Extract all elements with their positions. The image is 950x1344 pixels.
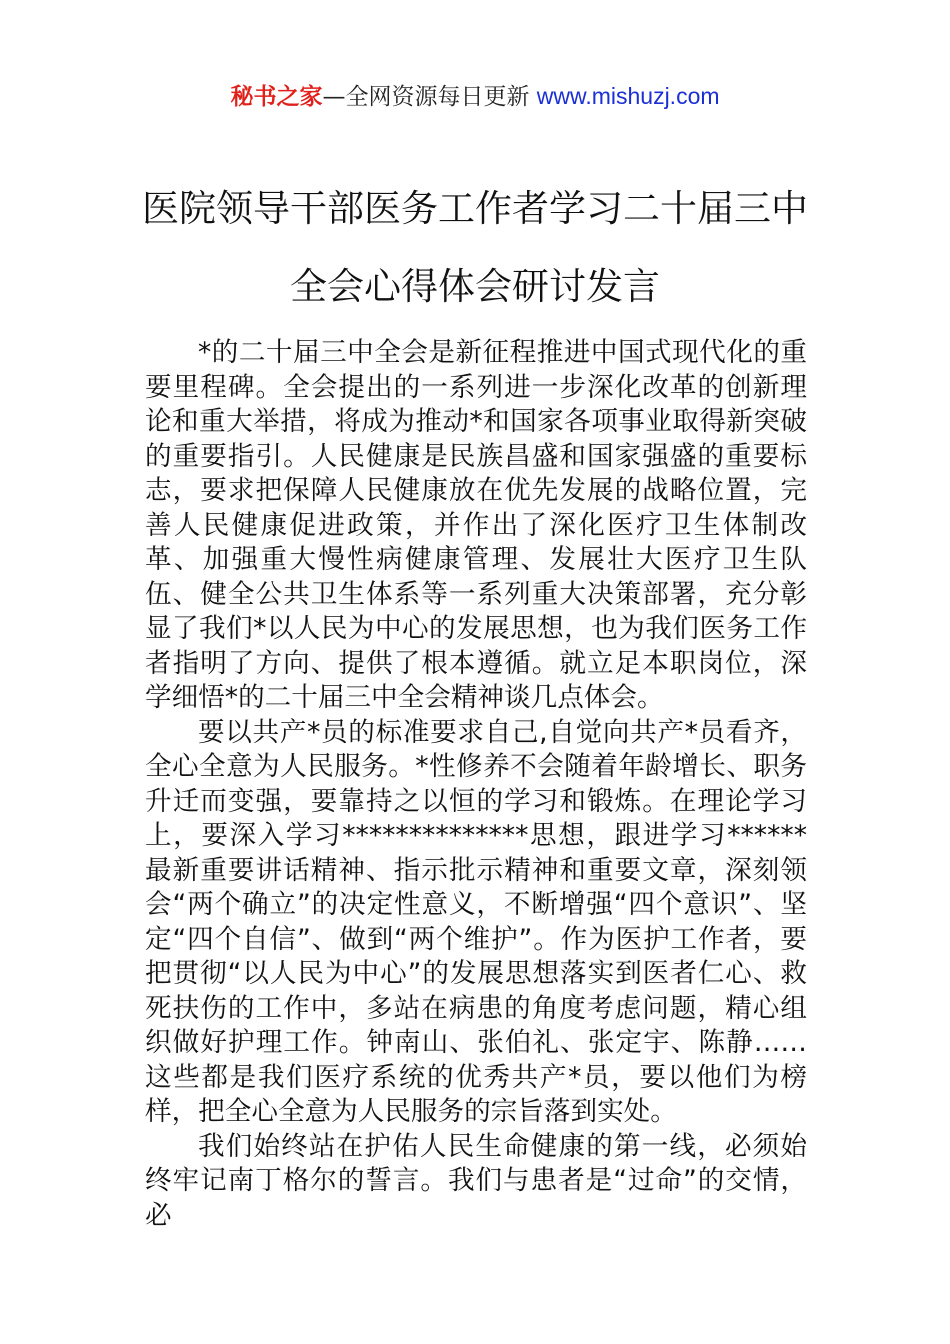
site-brand: 秘书之家 [230,84,323,110]
title-line-2: 全会心得体会研讨发言 [290,265,660,308]
paragraph-1: *的二十届三中全会是新征程推进中国式现代化的重要里程碑。全会提出的一系列进一步深化改革的创新理论和重大举措，将成为推动*和国家各项事业取得新突破的重要指引。人民健康是民族昌盛和国家强盛的重要标志，要求把保障人民健康放在优先发展的战略位置，完善人民健康促进政策，并作出了深化医疗卫生体制改革、加强重大慢性病健康管理、发展壮大医疗卫生队伍、健全公共卫生体系等一系列重大决策部署，充分彰显了我们*以人民为中心的发展思想，也为我们医务工作者指明了方向、提供了根本遵循。就立足本职岗位，深学细悟*的二十届三中全会精神谈几点体会。 [145,337,807,713]
document-title [0,170,950,326]
title-line-1: 医院领导干部医务工作者学习二十届三中 [142,187,808,230]
paragraph-2: 要以共产*员的标准要求自己,自觉向共产*员看齐，全心全意为人民服务。*性修养不会随着年龄增长、职务升迁而变强，要靠持之以恒的学习和锻炼。在理论学习上，要深入学习**************思想，跟进学习******最新重要讲话精神、指示批示精神和重要文章，深刻领会“两个确立”的决定性意义，不断增强“四个意识”、坚定“四个自信”、做到“两个维护”。作为医护工作者，要把贯彻“以人民为中心”的发展思想落实到医者仁心、救死扶伤的工作中，多站在病患的角度考虑问题，精心组织做好护理工作。钟南山、张伯礼、张定宇、陈静……这些都是我们医疗系统的优秀共产*员，要以他们为榜样，把全心全意为人民服务的宗旨落到实处。 [145,716,807,1127]
paragraph-3: 我们始终站在护佑人民生命健康的第一线，必须始终牢记南丁格尔的誓言。我们与患者是“过命”的交情，必 [145,1130,807,1231]
document-body [145,336,807,1233]
site-url[interactable]: www.mishuzj.com [536,83,720,109]
site-tagline: —全网资源每日更新 [322,84,537,110]
site-header [0,80,950,113]
